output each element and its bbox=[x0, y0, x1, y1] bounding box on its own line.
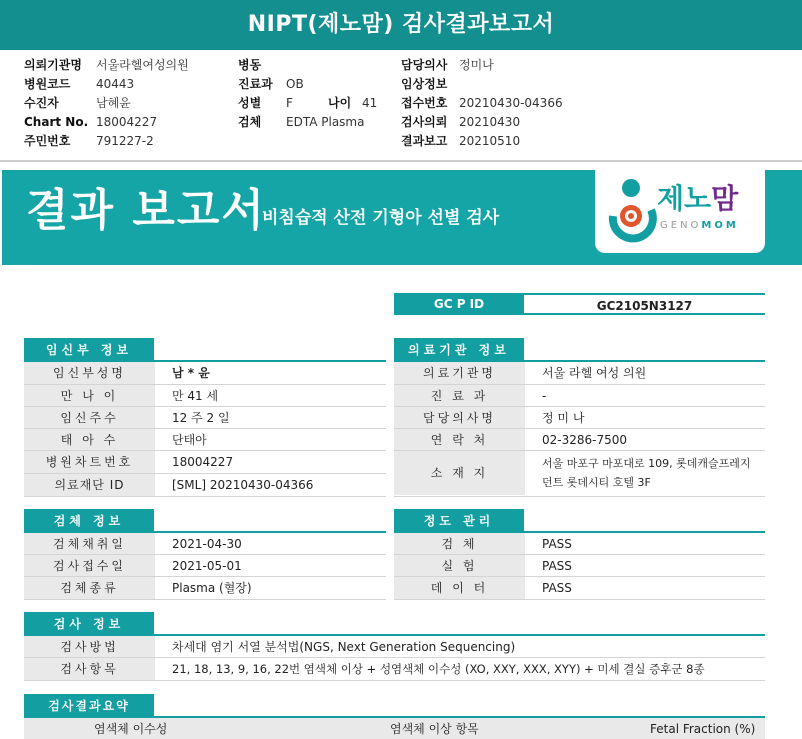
header-key: 검사의뢰 bbox=[401, 115, 448, 129]
row-value: 2021-05-01 bbox=[172, 559, 242, 573]
patient-row bbox=[24, 407, 386, 430]
section-specimen-head: 검체 정보 bbox=[24, 509, 154, 533]
patient-row bbox=[24, 429, 386, 452]
patient-row bbox=[24, 385, 386, 408]
header-key: 임상정보 bbox=[401, 77, 448, 91]
header-value: 18004227 bbox=[96, 115, 158, 129]
row-value: Plasma (혈장) bbox=[172, 581, 252, 595]
row-label: 병원차트번호 bbox=[24, 451, 155, 473]
row-divider bbox=[24, 406, 386, 407]
row-label: 담당의사명 bbox=[394, 407, 525, 429]
row-divider bbox=[24, 496, 386, 497]
header-key: 성별 bbox=[238, 96, 262, 110]
row-value: 차세대 염기 서열 분석법(NGS, Next Generation Sequencing) bbox=[172, 640, 516, 654]
row-value: [SML] 20210430-04366 bbox=[172, 478, 314, 492]
row-value: 서울 라헬 여성 의원 bbox=[542, 366, 647, 380]
banner-title: 결과 보고서 bbox=[26, 185, 266, 236]
row-label: 검사접수일 bbox=[24, 555, 155, 577]
header-value: OB bbox=[286, 77, 304, 91]
mother-logo-icon bbox=[603, 176, 663, 246]
row-label: 실 험 bbox=[394, 555, 525, 577]
row-divider bbox=[394, 450, 765, 451]
row-label: 의료재단 ID bbox=[24, 474, 155, 496]
gcp-id-value: GC2105N3127 bbox=[524, 293, 765, 315]
section-summary-head: 검사결과요약 bbox=[24, 694, 154, 718]
patient-row bbox=[24, 474, 386, 497]
header-value: 20210430-04366 bbox=[459, 96, 563, 110]
specimen-row bbox=[24, 555, 386, 578]
row-divider bbox=[24, 657, 765, 658]
header-col-1 bbox=[24, 56, 189, 151]
summary-col-fetal-fraction: Fetal Fraction (%) bbox=[650, 722, 756, 736]
age-key: 나이 bbox=[328, 96, 352, 110]
row-value: PASS bbox=[542, 581, 572, 595]
row-label: 데 이 터 bbox=[394, 577, 525, 599]
row-value: 남 * 윤 bbox=[172, 366, 210, 380]
row-value: 18004227 bbox=[172, 455, 234, 469]
row-label: 검체종류 bbox=[24, 577, 155, 599]
row-value: 12 주 2 일 bbox=[172, 411, 230, 425]
header-key: 진료과 bbox=[238, 77, 273, 91]
header-value: 40443 bbox=[96, 77, 135, 91]
patient-row bbox=[24, 362, 386, 385]
row-label: 연 락 처 bbox=[394, 429, 525, 451]
hospital-row bbox=[394, 429, 765, 452]
specimen-row bbox=[24, 577, 386, 600]
banner-subtitle: 비침습적 산전 기형아 선별 검사 bbox=[262, 208, 500, 228]
row-label: 태 아 수 bbox=[24, 429, 155, 451]
header-key: 수진자 bbox=[24, 96, 59, 110]
row-value: 정 미 나 bbox=[542, 411, 585, 425]
test-row bbox=[24, 658, 765, 681]
header-value: 남혜윤 bbox=[96, 96, 131, 110]
section-test-head: 검사 정보 bbox=[24, 612, 154, 636]
row-value: 만 41 세 bbox=[172, 389, 219, 403]
header-key: 병동 bbox=[238, 58, 262, 72]
header-value: 791227-2 bbox=[96, 134, 154, 148]
row-divider bbox=[394, 428, 765, 429]
logo-wordmark-accent: 맘 bbox=[711, 182, 739, 215]
header-key: 결과보고 bbox=[401, 134, 448, 148]
row-divider bbox=[394, 406, 765, 407]
row-divider bbox=[394, 496, 765, 497]
header-key: 담당의사 bbox=[401, 58, 448, 72]
row-value: 단태아 bbox=[172, 433, 207, 447]
row-divider bbox=[24, 428, 386, 429]
row-divider bbox=[394, 576, 765, 577]
section-patient-head: 임신부 정보 bbox=[24, 338, 154, 362]
header-value: F bbox=[286, 96, 293, 110]
address-line-2: 던트 롯데시티 호텔 3F bbox=[542, 476, 651, 489]
row-value: PASS bbox=[542, 537, 572, 551]
hospital-address-row bbox=[394, 451, 765, 496]
header-col-2 bbox=[238, 56, 377, 132]
row-divider bbox=[24, 450, 386, 451]
header-value: 20210510 bbox=[459, 134, 521, 148]
header-col-3 bbox=[401, 56, 563, 151]
row-value: 02-3286-7500 bbox=[542, 433, 628, 447]
header-key: Chart No. bbox=[24, 115, 89, 129]
header-key: 접수번호 bbox=[401, 96, 448, 110]
row-divider bbox=[24, 576, 386, 577]
row-label: 검사방법 bbox=[24, 636, 155, 658]
row-label: 임신부성명 bbox=[24, 362, 155, 384]
row-divider bbox=[24, 384, 386, 385]
qc-row bbox=[394, 555, 765, 578]
row-label: 소 재 지 bbox=[394, 451, 525, 495]
row-divider bbox=[24, 554, 386, 555]
section-qc-head: 정도 관리 bbox=[394, 509, 524, 533]
row-label: 의료기관명 bbox=[394, 362, 525, 384]
address-line-1: 서울 마포구 마포대로 109, 롯데캐슬프레지 bbox=[542, 457, 751, 470]
row-divider bbox=[394, 384, 765, 385]
row-value: - bbox=[542, 389, 547, 403]
row-divider bbox=[24, 680, 765, 681]
logo-sub-mom: MOM bbox=[701, 220, 739, 231]
header-value: 20210430 bbox=[459, 115, 521, 129]
row-label: 만 나 이 bbox=[24, 385, 155, 407]
gcp-id-label: GC P ID bbox=[394, 293, 524, 315]
patient-row bbox=[24, 451, 386, 474]
test-row bbox=[24, 636, 765, 659]
row-label: 진 료 과 bbox=[394, 385, 525, 407]
qc-row bbox=[394, 533, 765, 556]
hospital-row bbox=[394, 362, 765, 385]
section-hospital-head: 의료기관 정보 bbox=[394, 338, 524, 362]
row-label: 임신주수 bbox=[24, 407, 155, 429]
header-divider bbox=[0, 160, 802, 162]
logo-wordmark: 제노맘 bbox=[657, 182, 739, 215]
row-label: 검사항목 bbox=[24, 658, 155, 680]
header-value: 정미나 bbox=[459, 58, 494, 72]
row-value: 21, 18, 13, 9, 16, 22번 염색체 이상 + 성염색체 이수성 (XO, XXY, XXX, XYY) + 미세 결실 증후군 8종 bbox=[172, 662, 705, 676]
row-divider bbox=[394, 554, 765, 555]
row-divider bbox=[24, 473, 386, 474]
header-key: 병원코드 bbox=[24, 77, 71, 91]
row-label: 검 체 bbox=[394, 533, 525, 555]
header-value: EDTA Plasma bbox=[286, 115, 365, 129]
header-key: 의뢰기관명 bbox=[24, 58, 82, 72]
address-value bbox=[542, 454, 751, 492]
row-label: 검체채취일 bbox=[24, 533, 155, 555]
row-value: PASS bbox=[542, 559, 572, 573]
report-title: NIPT(제노맘) 검사결과보고서 bbox=[0, 0, 802, 50]
summary-col-abnormality: 염색체 이상 항목 bbox=[390, 722, 479, 736]
age-value: 41 bbox=[362, 96, 378, 110]
hospital-row bbox=[394, 385, 765, 408]
row-value: 2021-04-30 bbox=[172, 537, 242, 551]
specimen-row bbox=[24, 533, 386, 556]
header-value: 서울라헬여성의원 bbox=[96, 58, 189, 72]
row-divider bbox=[394, 599, 765, 600]
header-key: 주민번호 bbox=[24, 134, 71, 148]
summary-col-aneuploidy: 염색체 이수성 bbox=[94, 722, 168, 736]
hospital-row bbox=[394, 407, 765, 430]
qc-row bbox=[394, 577, 765, 600]
logo-sub-geno: GENO bbox=[660, 220, 702, 231]
logo-subtext bbox=[660, 220, 739, 231]
row-divider bbox=[24, 599, 386, 600]
header-key: 검체 bbox=[238, 115, 262, 129]
